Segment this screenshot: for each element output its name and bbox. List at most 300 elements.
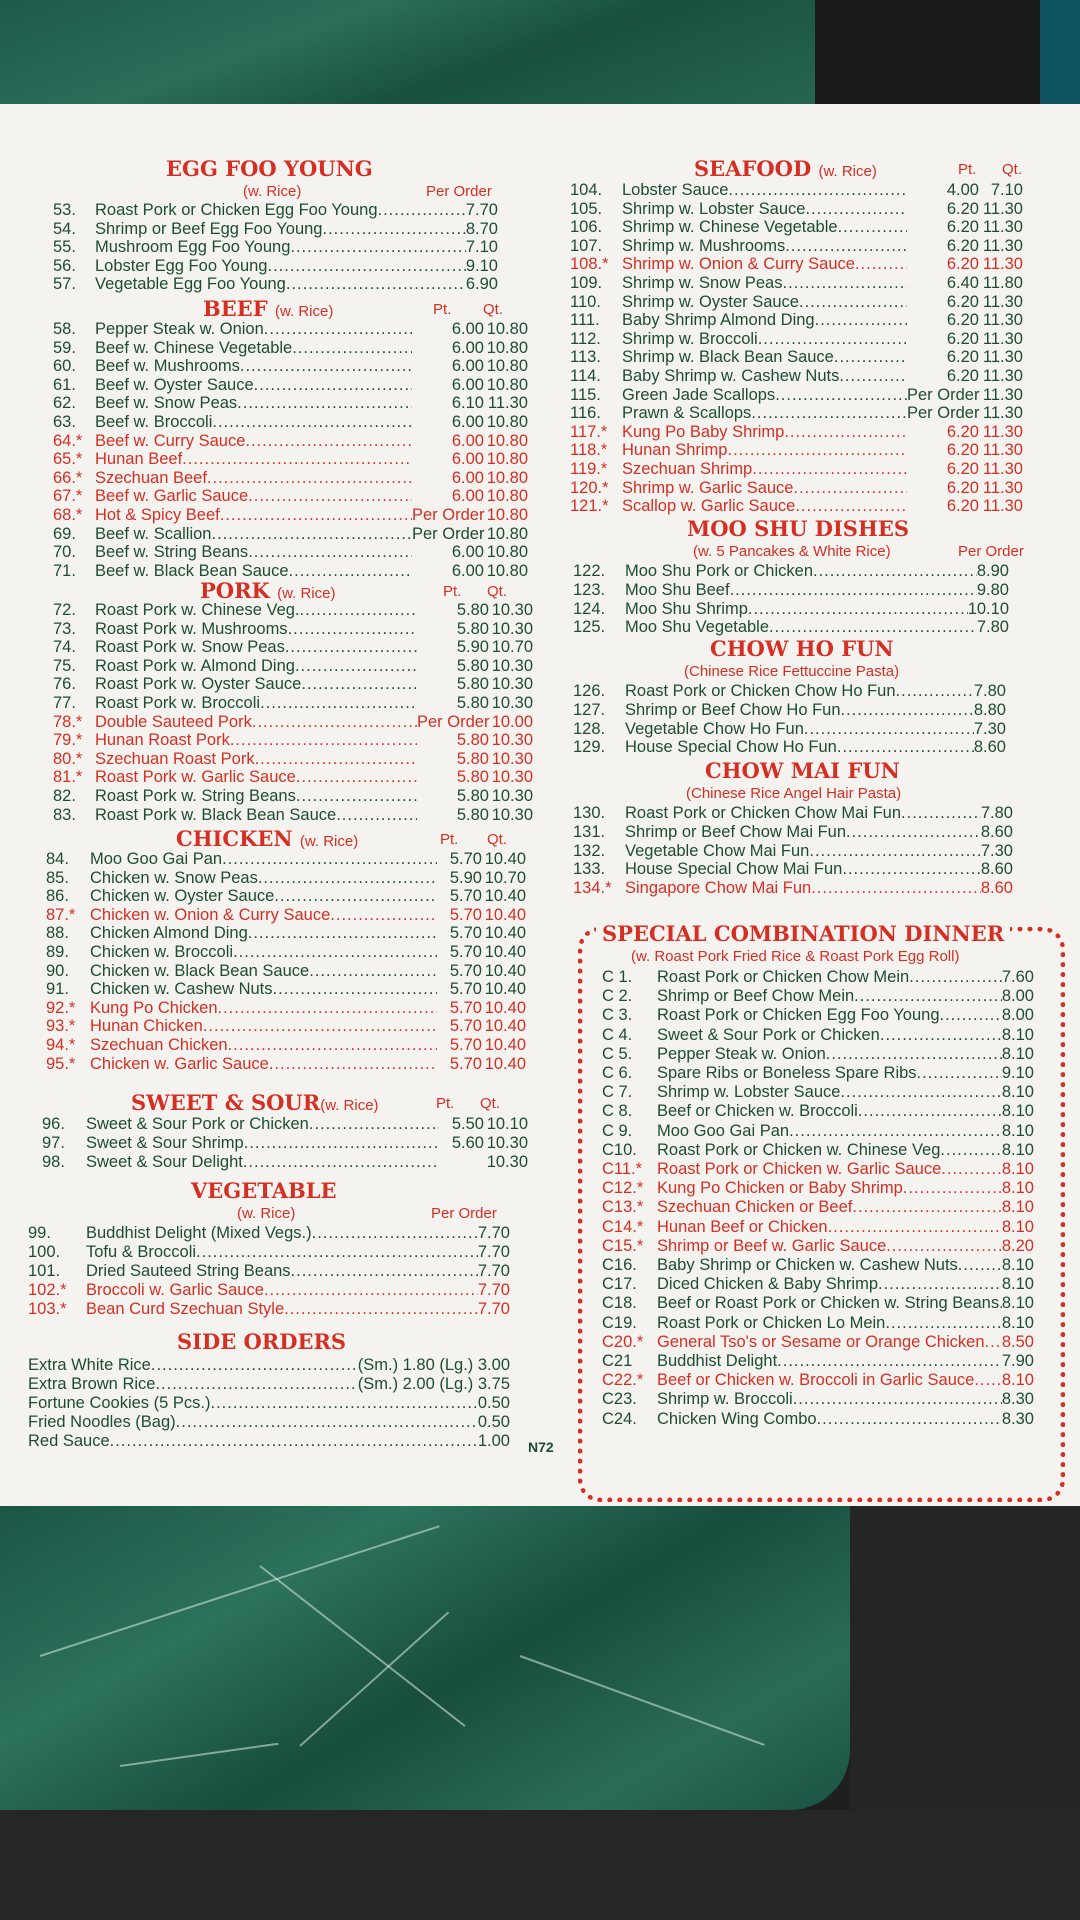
item-number: 82.	[53, 787, 76, 805]
menu-item	[573, 860, 1013, 878]
menu-item	[573, 701, 1006, 719]
menu-item	[570, 293, 1023, 311]
dot-leader	[222, 850, 437, 868]
sweet-sour-price-header	[436, 1095, 500, 1112]
item-number: 80.*	[53, 749, 83, 768]
item-number: 74.	[53, 638, 76, 657]
item-price: 8.20	[1001, 1236, 1034, 1255]
chow-ho-fun-note: (Chinese Rice Fettuccine Pasta)	[684, 663, 900, 680]
item-price-quart: 10.30	[486, 1153, 528, 1171]
menu-item	[53, 638, 533, 656]
dot-leader	[264, 320, 412, 338]
dark-surface-bottom	[850, 1505, 1080, 1810]
dot-leader	[211, 525, 412, 543]
item-price: (Sm.) 2.00 (Lg.) 3.75	[357, 1375, 510, 1393]
item-price: 8.00	[1001, 987, 1034, 1006]
item-price-quart: 11.30	[487, 394, 528, 413]
menu-item	[570, 181, 1023, 199]
item-number: 106.	[570, 218, 603, 237]
item-name: Beef or Chicken w. Broccoli	[657, 1102, 858, 1121]
item-price: 6.20	[946, 441, 979, 460]
pork-title	[200, 578, 335, 603]
item-number: C 1.	[602, 968, 633, 986]
item-price-quart: 10.80	[486, 524, 528, 543]
item-price-quart: 11.30	[982, 385, 1023, 404]
item-number: 76.	[53, 675, 76, 694]
item-price: 7.80	[973, 682, 1006, 700]
item-price: 5.80	[456, 731, 489, 750]
menu-item	[53, 376, 528, 394]
item-price-quart: 11.30	[982, 497, 1023, 516]
beef-title-text: BEEF	[203, 296, 268, 321]
item-name: Chicken w. Onion & Curry Sauce	[90, 905, 331, 924]
item-number: 67.*	[53, 487, 83, 506]
menu-item	[570, 330, 1023, 348]
dot-leader	[855, 255, 907, 273]
menu-item	[53, 562, 528, 580]
item-price: 8.10	[1001, 1025, 1034, 1044]
menu-item	[46, 850, 526, 868]
marble-vein	[40, 1525, 440, 1657]
item-number: C 2.	[602, 987, 633, 1006]
item-price: 6.00	[451, 543, 484, 562]
item-price: 9.10	[465, 256, 498, 275]
item-price: 5.80	[456, 749, 489, 768]
item-name: Pepper Steak w. Onion	[95, 320, 264, 338]
item-number: 112.	[570, 329, 601, 348]
menu-item	[46, 869, 526, 887]
menu-item	[573, 600, 1009, 618]
item-name: Buddhist Delight	[657, 1352, 778, 1370]
item-price-quart: 11.30	[982, 236, 1023, 255]
item-price-quart: 10.40	[484, 905, 526, 924]
item-price: 6.20	[946, 236, 979, 255]
item-price: 5.70	[449, 850, 482, 868]
combo-title: SPECIAL COMBINATION DINNER	[596, 921, 1010, 946]
item-price: 7.90	[1001, 1352, 1034, 1370]
menu-item	[53, 620, 533, 638]
item-name: Chicken w. Cashew Nuts	[90, 980, 273, 999]
item-name: Chicken w. Black Bean Sauce	[90, 961, 310, 980]
item-name: Shrimp w. Mushrooms	[622, 236, 786, 255]
item-number: 83.	[53, 805, 76, 824]
menu-item	[573, 581, 1009, 599]
item-number: C14.*	[602, 1217, 644, 1236]
item-price: 5.60	[451, 1134, 484, 1152]
item-name: Roast Pork or Chicken Lo Mein	[657, 1313, 886, 1332]
item-price: 6.00	[451, 487, 484, 506]
marble-tabletop-bottom	[0, 1505, 850, 1810]
item-name: Hunan Beef	[95, 450, 183, 469]
item-number: 119.*	[570, 460, 608, 478]
item-price: 6.20	[946, 348, 979, 367]
menu-item	[46, 924, 526, 942]
item-name: Szechuan Shrimp	[622, 460, 753, 478]
dot-leader	[309, 1115, 439, 1133]
moo-shu-title: MOO SHU DISHES	[687, 516, 909, 541]
item-number: 84.	[46, 850, 69, 868]
dot-leader	[330, 906, 437, 924]
menu-item	[28, 1394, 510, 1412]
dot-leader	[901, 804, 981, 822]
menu-item	[28, 1262, 510, 1280]
item-number: 64.*	[53, 431, 83, 450]
item-name: Moo Shu Vegetable	[625, 618, 770, 637]
item-name: Moo Shu Pork or Chicken	[625, 562, 814, 580]
pt-label: Pt.	[440, 831, 459, 848]
dot-leader	[752, 460, 907, 478]
item-name: Hunan Chicken	[90, 1017, 203, 1036]
dot-leader	[842, 860, 981, 878]
item-number: 94.*	[46, 1036, 76, 1054]
item-price: 5.80	[456, 619, 489, 638]
item-price: 8.10	[1001, 1275, 1034, 1294]
menu-item	[570, 237, 1023, 255]
menu-item	[53, 487, 528, 505]
item-name: Vegetable Chow Mai Fun	[625, 841, 810, 860]
item-price: 6.20	[946, 218, 979, 237]
item-price: 7.80	[980, 804, 1013, 822]
item-number: 89.	[46, 943, 69, 961]
item-price: 8.10	[1001, 1140, 1034, 1159]
item-number: 115.	[570, 385, 601, 404]
menu-item	[570, 479, 1023, 497]
menu-item	[570, 255, 1023, 273]
item-number: 59.	[53, 338, 76, 357]
item-price: 7.10	[465, 238, 498, 257]
item-price: Per Order	[417, 712, 490, 731]
item-price: 7.30	[980, 841, 1013, 860]
item-price-quart: 10.40	[484, 961, 526, 980]
item-name: Beef or Roast Pork or Chicken w. String Beans	[657, 1294, 1000, 1313]
item-number: 128.	[573, 719, 606, 738]
menu-item	[53, 543, 528, 561]
marble-vein	[120, 1743, 279, 1767]
item-name: Chicken w. Oyster Sauce	[90, 887, 275, 906]
item-name: Beef w. Black Bean Sauce	[95, 561, 289, 580]
item-price: 5.80	[456, 694, 489, 712]
menu-item	[53, 601, 533, 619]
sweet-sour-title	[131, 1090, 379, 1115]
item-price: 7.70	[465, 201, 498, 219]
dot-leader	[841, 701, 974, 719]
beef-title-note: (w. Rice)	[274, 303, 334, 320]
menu-item	[570, 311, 1023, 329]
item-number: 107.	[570, 236, 603, 255]
dot-leader	[295, 657, 417, 675]
item-price: 7.70	[477, 1262, 510, 1280]
dot-leader	[799, 293, 907, 311]
item-price-quart: 10.40	[484, 887, 526, 906]
dot-leader	[815, 311, 907, 329]
item-number: 103.*	[28, 1300, 67, 1318]
item-number: C10.	[602, 1140, 637, 1159]
item-price-quart: 10.80	[486, 320, 528, 338]
item-name: Buddhist Delight (Mixed Vegs.)	[86, 1224, 312, 1242]
dot-leader	[212, 413, 412, 431]
item-price-quart: 10.40	[484, 1036, 526, 1054]
menu-item	[53, 220, 498, 238]
dot-leader	[248, 543, 412, 561]
vegetable-note: (w. Rice)	[237, 1205, 296, 1222]
menu-item	[570, 423, 1023, 441]
qt-label: Qt.	[483, 301, 504, 318]
egg-foo-young-title: EGG FOO YOUNG	[166, 156, 373, 181]
dot-leader	[252, 713, 417, 731]
item-price: 8.60	[980, 860, 1013, 879]
dot-leader	[837, 738, 974, 756]
sweet-sour-title-text: SWEET & SOUR	[131, 1090, 321, 1115]
dot-leader	[784, 423, 907, 441]
item-name: Roast Pork or Chicken Egg Foo Young	[95, 201, 378, 219]
item-name: Baby Shrimp w. Cashew Nuts	[622, 367, 840, 385]
dot-leader	[291, 1262, 478, 1280]
item-number: C23.	[602, 1390, 637, 1409]
item-number: 124.	[573, 599, 606, 618]
item-number: 104.	[570, 181, 603, 199]
item-price: 8.10	[1001, 1198, 1034, 1217]
item-price-quart: 11.30	[982, 460, 1023, 478]
item-price-quart: 10.80	[486, 338, 528, 357]
item-price: 6.00	[451, 561, 484, 580]
item-price: 6.90	[465, 275, 498, 294]
chow-ho-fun-title: CHOW HO FUN	[710, 636, 894, 661]
item-price: 8.60	[973, 738, 1006, 757]
menu-item	[53, 320, 528, 338]
item-number: C12.*	[602, 1179, 644, 1198]
item-name: Lobster Egg Foo Young	[95, 256, 268, 275]
dot-leader	[245, 432, 412, 450]
dot-leader	[811, 879, 981, 897]
item-price-quart: 10.30	[491, 619, 533, 638]
moo-shu-note: (w. 5 Pancakes & White Rice)	[693, 543, 891, 560]
item-name: Prawn & Scallops	[622, 404, 752, 423]
egg-foo-young-note: (w. Rice)	[243, 183, 302, 200]
seafood-price-header	[958, 161, 1022, 178]
item-name: Shrimp or Beef Chow Mai Fun	[625, 822, 847, 841]
item-price: 6.20	[946, 367, 979, 385]
dot-leader	[237, 394, 412, 412]
dot-leader	[809, 842, 981, 860]
item-price-quart: 10.40	[484, 1017, 526, 1036]
item-number: 108.*	[570, 255, 609, 274]
item-name: Double Sauteed Pork	[95, 712, 252, 731]
item-price: Per Order	[907, 385, 980, 404]
item-name: House Special Chow Mai Fun	[625, 860, 843, 879]
menu-item	[53, 750, 533, 768]
item-price: 5.70	[449, 905, 482, 924]
egg-foo-young-header: Per Order	[426, 183, 492, 200]
item-number: 134.*	[573, 879, 612, 898]
item-number: 69.	[53, 524, 76, 543]
item-price: 8.60	[980, 822, 1013, 841]
item-name: Shrimp w. Garlic Sauce	[622, 478, 794, 497]
dot-leader	[751, 404, 907, 422]
item-price: 6.20	[946, 478, 979, 497]
item-number: 56.	[53, 256, 76, 275]
dot-leader	[244, 1134, 439, 1152]
item-price-quart: 11.30	[982, 292, 1023, 311]
item-price: 8.10	[1001, 1294, 1034, 1313]
menu-item	[28, 1432, 510, 1450]
item-price: 8.10	[1001, 1313, 1034, 1332]
menu-item	[570, 497, 1023, 515]
menu-item	[53, 731, 533, 749]
item-name: Chicken Wing Combo	[657, 1409, 817, 1428]
item-name: Chicken w. Snow Peas	[90, 868, 258, 887]
item-number: 87.*	[46, 905, 76, 924]
dot-leader	[839, 367, 907, 385]
item-name: Shrimp w. Chinese Vegetable	[622, 218, 838, 237]
item-price-quart: 10.80	[486, 375, 528, 394]
item-price-quart: 10.80	[486, 561, 528, 580]
item-price-quart: 10.70	[484, 868, 526, 887]
item-name: Shrimp w. Broccoli	[657, 1390, 793, 1409]
dot-leader	[286, 275, 466, 293]
item-price: 5.80	[456, 805, 489, 824]
item-price: 8.10	[1001, 1160, 1034, 1178]
item-price-quart: 11.30	[982, 199, 1023, 218]
item-name: Roast Pork w. Snow Peas	[95, 638, 285, 657]
menu-item	[46, 943, 526, 961]
item-number: 105.	[570, 199, 603, 218]
item-name: Chicken w. Broccoli	[90, 943, 234, 961]
menu-item	[53, 694, 533, 712]
dot-leader	[378, 201, 466, 219]
item-price: 5.80	[456, 787, 489, 805]
item-number: 122.	[573, 562, 606, 580]
menu-item	[53, 339, 528, 357]
item-price-quart: 7.10	[990, 181, 1023, 199]
item-number: C 3.	[602, 1006, 633, 1025]
item-number: 118.*	[570, 441, 608, 460]
menu-item	[53, 357, 528, 375]
item-price: 7.70	[477, 1224, 510, 1242]
item-number: 129.	[573, 738, 606, 757]
menu-item	[570, 218, 1023, 236]
item-name: Shrimp w. Broccoli	[622, 329, 758, 348]
dot-leader	[292, 339, 412, 357]
item-price-quart: 11.30	[982, 218, 1023, 237]
item-price: 7.70	[477, 1281, 510, 1299]
teal-edge-top	[1040, 0, 1080, 110]
dot-leader	[155, 1375, 357, 1393]
item-number: 71.	[53, 561, 76, 580]
item-price: 0.50	[477, 1413, 510, 1431]
pork-price-header	[443, 583, 507, 600]
item-name: Beef w. String Beans	[95, 543, 249, 562]
menu-item	[46, 1036, 526, 1054]
dot-leader	[728, 181, 907, 199]
item-name: Beef w. Scallion	[95, 524, 212, 543]
item-price: 6.00	[451, 413, 484, 431]
item-name: Roast Pork or Chicken Chow Mein	[657, 968, 910, 986]
item-price-quart: 10.80	[486, 543, 528, 562]
menu-item	[53, 257, 498, 275]
dot-leader	[805, 200, 907, 218]
pt-label: Pt.	[436, 1095, 455, 1112]
dot-leader	[896, 682, 974, 700]
dot-leader	[176, 1413, 478, 1431]
dot-leader	[309, 962, 437, 980]
item-name: Roast Pork or Chicken Chow Mai Fun	[625, 804, 902, 822]
item-price: 6.20	[946, 311, 979, 330]
item-price: 7.80	[976, 618, 1009, 637]
item-name: Shrimp w. Onion & Curry Sauce	[622, 255, 855, 274]
item-number: 117.*	[570, 422, 608, 441]
item-price: 6.00	[451, 338, 484, 357]
item-name: Chicken w. Garlic Sauce	[90, 1054, 269, 1073]
menu-item	[53, 806, 533, 824]
menu-item	[570, 460, 1023, 478]
item-name: Shrimp or Beef w. Garlic Sauce	[657, 1236, 887, 1255]
chicken-price-header	[440, 831, 507, 848]
seafood-title-text: SEAFOOD	[694, 156, 812, 181]
item-name: Extra White Rice	[28, 1356, 151, 1374]
menu-item	[570, 441, 1023, 459]
menu-item	[46, 962, 526, 980]
item-number: 100.	[28, 1243, 61, 1261]
item-number: 78.*	[53, 712, 83, 731]
menu-item	[570, 274, 1023, 292]
item-price: 5.70	[449, 980, 482, 999]
menu-item	[570, 367, 1023, 385]
item-number: 97.	[42, 1134, 65, 1152]
item-name: Shrimp or Beef Chow Ho Fun	[625, 700, 841, 719]
item-name: Szechuan Beef	[95, 468, 207, 487]
item-name: Sweet & Sour Delight	[86, 1153, 243, 1171]
pork-title-note: (w. Rice)	[277, 585, 336, 602]
menu-item	[28, 1300, 510, 1318]
dot-leader	[783, 274, 908, 292]
item-number: 133.	[573, 860, 606, 879]
item-price: 7.60	[1001, 968, 1034, 986]
item-price-quart: 11.30	[982, 404, 1023, 423]
item-number: 114.	[570, 367, 601, 385]
chow-mai-fun-note: (Chinese Rice Angel Hair Pasta)	[686, 785, 902, 802]
seafood-title	[694, 156, 877, 181]
chicken-title-text: CHICKEN	[176, 826, 293, 851]
item-price-quart: 10.40	[484, 1054, 526, 1073]
item-price-quart: 10.30	[491, 601, 533, 619]
item-number: C19.	[602, 1313, 637, 1332]
item-price: 8.30	[1001, 1409, 1034, 1428]
item-price: 5.80	[456, 675, 489, 694]
sweet-sour-title-note: (w. Rice)	[320, 1097, 379, 1114]
item-name: Roast Pork w. Mushrooms	[95, 619, 288, 638]
item-number: 95.*	[46, 1054, 76, 1073]
item-name: Tofu & Broccoli	[86, 1243, 197, 1261]
dot-leader	[775, 386, 907, 404]
item-price-quart: 10.30	[491, 675, 533, 694]
item-number: 130.	[573, 804, 606, 822]
dot-leader	[258, 869, 437, 887]
menu-item	[28, 1281, 510, 1299]
item-name: Roast Pork w. Chinese Veg.	[95, 601, 300, 619]
item-name: Roast Pork w. Oyster Sauce	[95, 675, 302, 694]
item-price: 9.80	[976, 580, 1009, 599]
item-name: Dried Sauteed String Beans	[86, 1262, 291, 1280]
item-price-quart: 10.40	[484, 998, 526, 1017]
item-price-quart: 11.30	[982, 478, 1023, 497]
item-price: 5.80	[456, 768, 489, 787]
item-price-quart: 10.80	[486, 506, 528, 524]
item-number: 126.	[573, 682, 606, 700]
item-number: 88.	[46, 924, 69, 943]
item-name: Mushroom Egg Foo Young	[95, 238, 291, 257]
item-number: 131.	[573, 822, 606, 841]
item-number: C 5.	[602, 1044, 633, 1063]
